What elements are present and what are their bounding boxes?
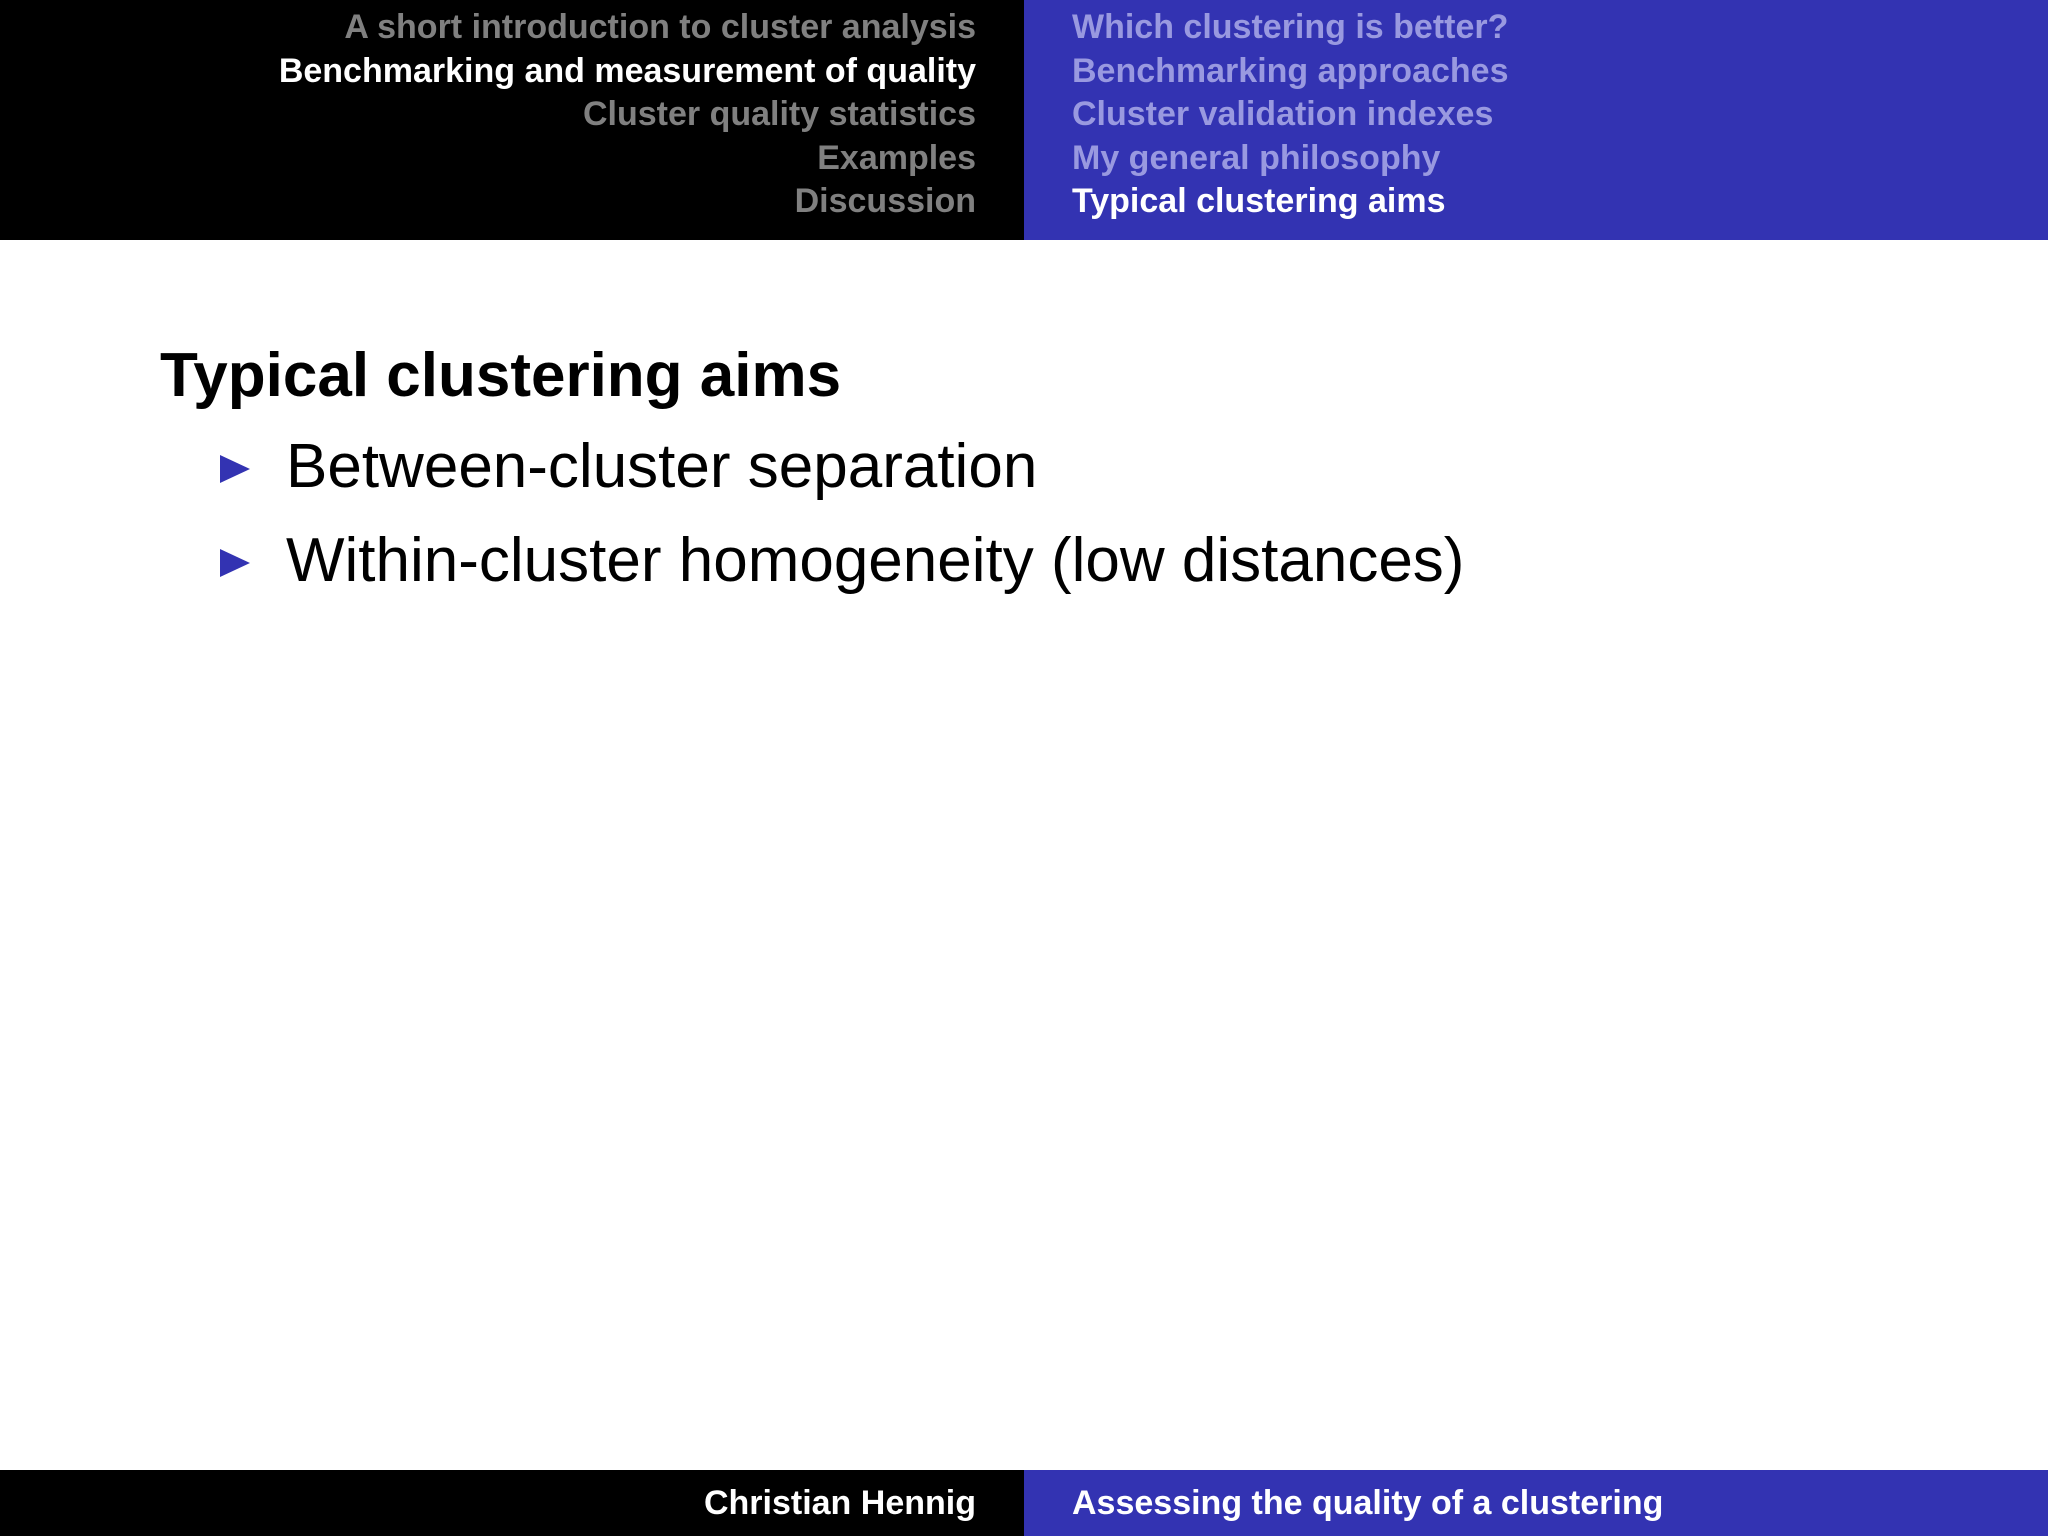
bullet-item: [220, 514, 1880, 608]
slide-footer: [0, 1470, 2048, 1536]
nav-section-intro[interactable]: A short introduction to cluster analysis: [344, 8, 976, 46]
bullet-text: Between-cluster separation: [286, 432, 1038, 501]
bullet-text: Within-cluster homogeneity (low distances): [286, 526, 1465, 595]
subsection-list: [1072, 6, 1508, 224]
nav-subsection-philosophy[interactable]: My general philosophy: [1072, 138, 1441, 177]
bullet-item: [220, 420, 1880, 514]
nav-section-examples[interactable]: Examples: [817, 138, 976, 177]
slide-content: [160, 338, 1880, 608]
footer-author-panel: [0, 1470, 1024, 1536]
nav-section-quality-statistics[interactable]: Cluster quality statistics: [582, 95, 976, 134]
nav-section-benchmarking[interactable]: Benchmarking and measurement of quality: [278, 51, 976, 90]
bullet-list: [160, 420, 1880, 608]
slide-header: [0, 0, 2048, 240]
footer-title-panel: [1024, 1470, 2048, 1536]
section-navigation-panel: [0, 0, 1024, 240]
nav-subsection-typical-aims[interactable]: Typical clustering aims: [1072, 182, 1446, 221]
nav-section-discussion[interactable]: Discussion: [794, 182, 976, 221]
triangle-bullet-icon: [220, 455, 250, 483]
subsection-navigation-panel: [1024, 0, 2048, 240]
nav-subsection-validation-indexes[interactable]: Cluster validation indexes: [1072, 95, 1494, 134]
footer-talk-title: Assessing the quality of a clustering: [1072, 1484, 1664, 1522]
triangle-bullet-icon: [220, 549, 250, 577]
footer-author: Christian Hennig: [703, 1484, 976, 1522]
frame-title: Typical clustering aims: [160, 341, 842, 410]
nav-subsection-which-better[interactable]: Which clustering is better?: [1072, 8, 1509, 46]
section-list: [279, 6, 976, 224]
nav-subsection-benchmarking-approaches[interactable]: Benchmarking approaches: [1072, 51, 1509, 90]
